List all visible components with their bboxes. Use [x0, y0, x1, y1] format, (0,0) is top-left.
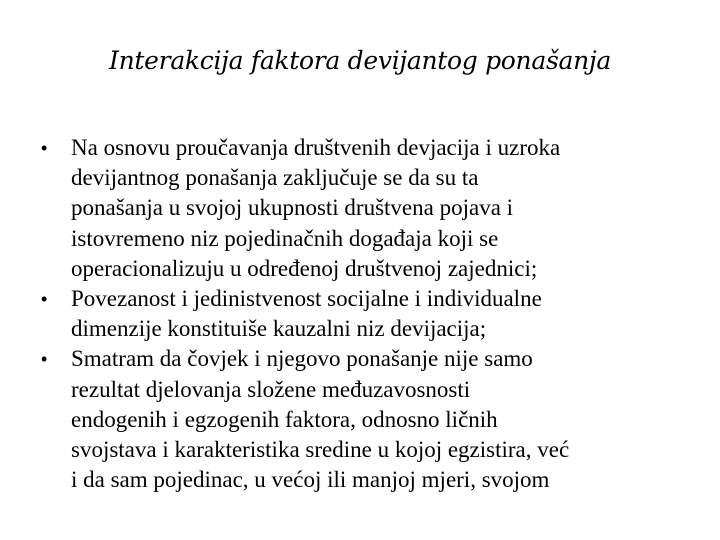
- bullet-line: Povezanost i jedinistvenost socijalne i individualne: [71, 286, 542, 312]
- bullet-item: [38, 344, 688, 495]
- bullet-list: [38, 133, 688, 495]
- bullet-line: dimenzije konstituiše kauzalni niz devijacija;: [71, 316, 487, 342]
- bullet-text: [71, 133, 688, 284]
- bullet-line: istovremeno niz pojedinačnih događaja koji se: [71, 225, 499, 251]
- bullet-text: [71, 344, 688, 495]
- bullet-line: i da sam pojedinac, u većoj ili manjoj mjeri, svojom: [71, 467, 550, 493]
- bullet-line: devijantnog ponašanja zaključuje se da su ta: [71, 165, 479, 191]
- bullet-line: endogenih i egzogenih faktora, odnosno ličnih: [71, 406, 498, 432]
- bullet-item: [38, 133, 688, 284]
- bullet-line: svojstava i karakteristika sredine u kojoj egzistira, već: [71, 437, 570, 463]
- bullet-line: rezultat djelovanja složene međuzavosnosti: [71, 376, 471, 402]
- bullet-text: [71, 284, 688, 344]
- bullet-icon: •: [41, 138, 48, 158]
- bullet-line: Smatram da čovjek i njegovo ponašanje nije samo: [71, 346, 533, 372]
- bullet-icon: •: [41, 349, 48, 370]
- bullet-line: operacionalizuju u određenoj društvenoj zajednici;: [71, 255, 538, 281]
- bullet-line: Na osnovu proučavanja društvenih devjacija i uzroka: [71, 135, 561, 160]
- slide-title: Interakcija faktora devijantog ponašanja: [109, 46, 611, 75]
- bullet-line: ponašanja u svojoj ukupnosti društvena pojava i: [71, 195, 514, 221]
- bullet-item: [38, 284, 688, 344]
- bullet-icon: •: [41, 289, 48, 310]
